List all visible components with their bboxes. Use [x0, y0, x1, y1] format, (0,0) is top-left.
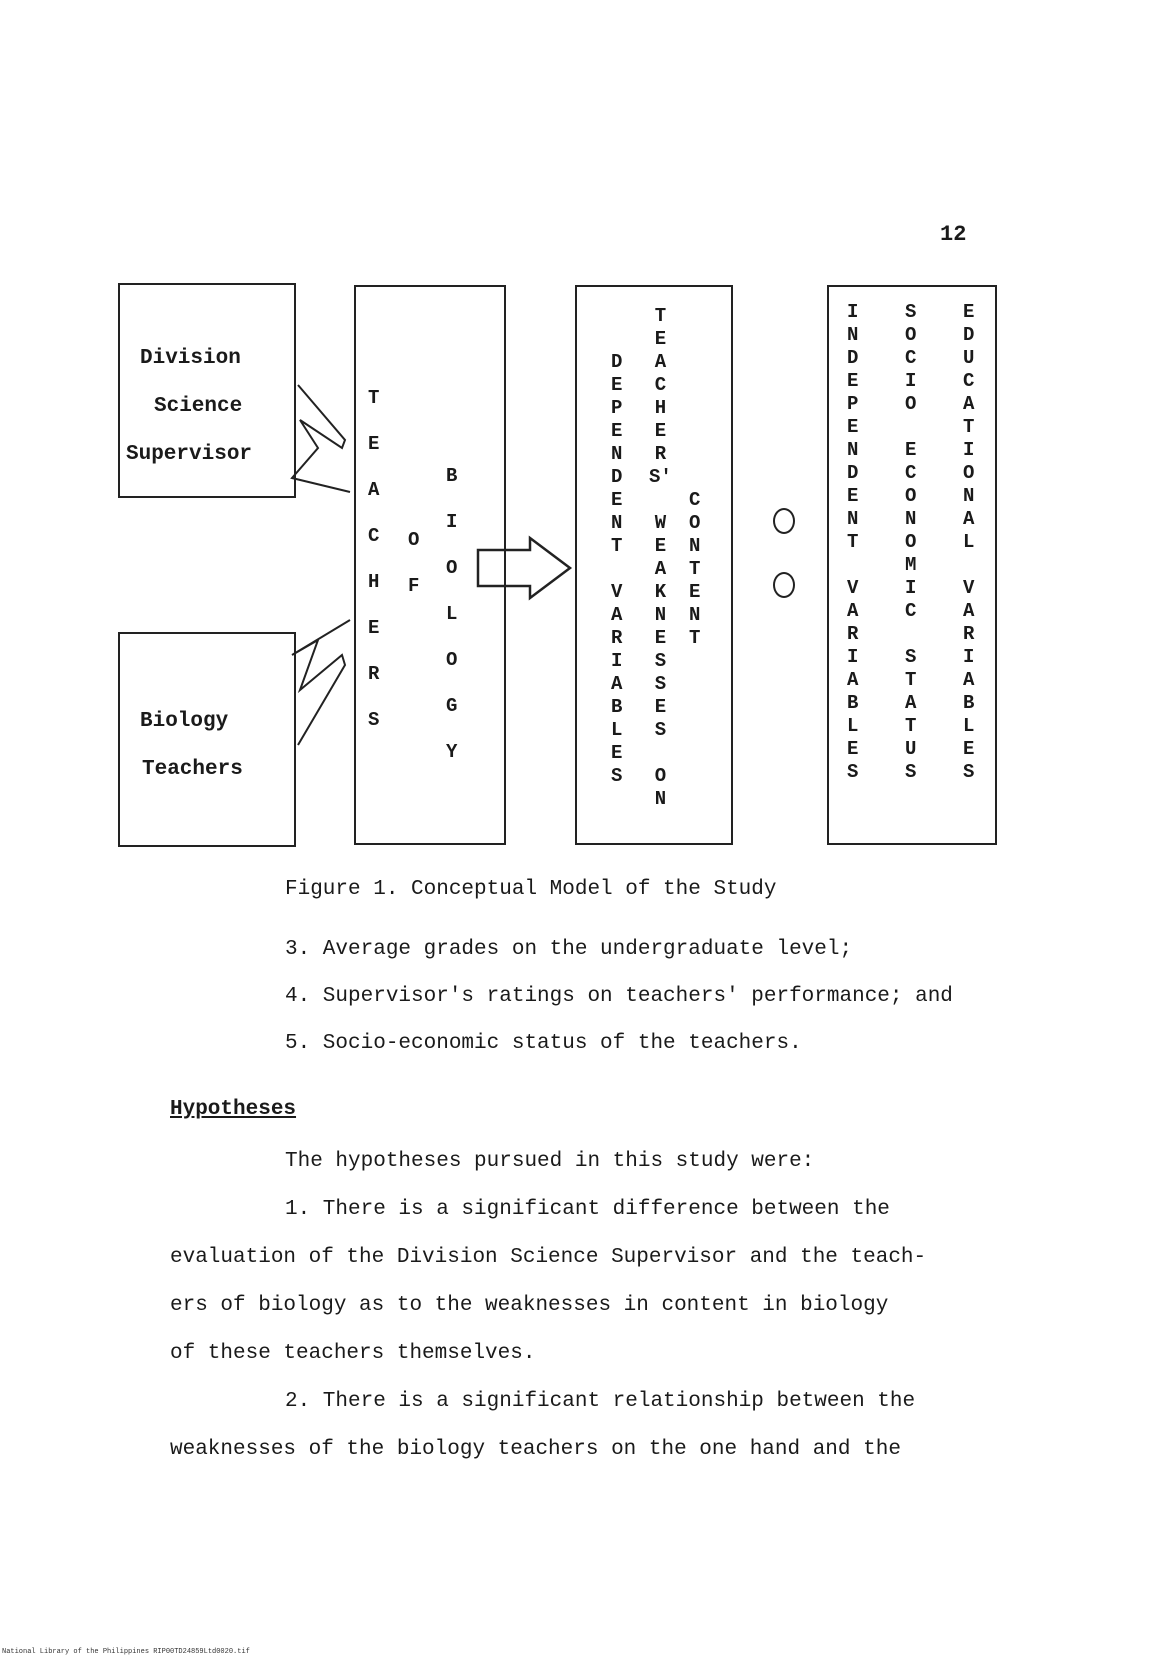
letter: N — [654, 604, 667, 626]
letter: E — [611, 420, 623, 442]
figure-caption: Figure 1. Conceptual Model of the Study — [285, 878, 777, 901]
letter: I — [847, 301, 859, 323]
letter: E — [654, 696, 667, 718]
letter: W — [654, 512, 667, 534]
letter: L — [446, 603, 458, 625]
letter: O — [905, 324, 917, 346]
list-item: 5. Socio-economic status of the teachers. — [285, 1032, 802, 1055]
letter: L — [963, 715, 975, 737]
letter: A — [847, 669, 859, 691]
box-label: Division — [140, 347, 241, 370]
dependent-variables-box — [575, 285, 733, 845]
letter: S — [368, 709, 380, 731]
letter: I — [963, 439, 975, 461]
letter: E — [963, 738, 975, 760]
letter: T — [611, 535, 623, 557]
letter: C — [368, 525, 380, 547]
letter: D — [611, 466, 623, 488]
paragraph-line: weaknesses of the biology teachers on the one hand and the — [170, 1438, 901, 1461]
letter: S — [654, 673, 667, 695]
letter: N — [847, 508, 859, 530]
paragraph-line: evaluation of the Division Science Supervisor and the teach- — [170, 1246, 927, 1269]
paragraph-line: The hypotheses pursued in this study were: — [285, 1150, 815, 1173]
letter: S — [905, 761, 917, 783]
letter: L — [963, 531, 975, 553]
letter: O — [963, 462, 975, 484]
letter: N — [611, 443, 623, 465]
letter: I — [847, 646, 859, 668]
letter: R — [368, 663, 380, 685]
letter: D — [847, 462, 859, 484]
letter: V — [963, 577, 975, 599]
letter: A — [963, 600, 975, 622]
teachers-of-biology-box — [354, 285, 506, 845]
letter: E — [689, 581, 701, 603]
letter: C — [654, 374, 667, 396]
letter: F — [408, 575, 420, 597]
letter: C — [689, 489, 701, 511]
letter: S — [654, 650, 667, 672]
letter: C — [905, 462, 917, 484]
letter: B — [611, 696, 623, 718]
letter: C — [905, 600, 917, 622]
letter: A — [611, 604, 623, 626]
independent-variables-box — [827, 285, 997, 845]
vertical-text-of — [408, 517, 419, 609]
page-number: 12 — [940, 222, 967, 247]
paragraph-line: ers of biology as to the weaknesses in content in biology — [170, 1294, 889, 1317]
letter: I — [611, 650, 623, 672]
vertical-text-teachers-weaknesses-on — [649, 305, 672, 811]
letter: T — [847, 531, 859, 553]
letter: I — [905, 577, 917, 599]
letter: S — [905, 646, 917, 668]
letter: O — [905, 485, 917, 507]
letter: L — [611, 719, 623, 741]
list-item: 4. Supervisor's ratings on teachers' performance; and — [285, 985, 953, 1008]
letter: E — [654, 535, 667, 557]
arrow-supervisor — [292, 385, 350, 492]
circle-mark — [773, 508, 795, 534]
letter: I — [963, 646, 975, 668]
letter: O — [408, 529, 420, 551]
vertical-text-independent-variables — [847, 301, 858, 784]
footer-text: National Library of the Philippines RIP00TD24859Ltd0020.tif — [2, 1648, 250, 1656]
letter: V — [611, 581, 623, 603]
letter: T — [368, 387, 380, 409]
letter: O — [905, 531, 917, 553]
letter: N — [689, 535, 701, 557]
letter: P — [611, 397, 623, 419]
letter: E — [611, 742, 623, 764]
letter: U — [905, 738, 917, 760]
letter: A — [847, 600, 859, 622]
letter: A — [654, 558, 667, 580]
letter: S — [905, 301, 917, 323]
vertical-text-content — [689, 489, 700, 650]
box-label: Teachers — [142, 758, 243, 781]
letter: E — [847, 370, 859, 392]
letter: N — [847, 439, 859, 461]
letter: S' — [649, 466, 672, 488]
list-item: 3. Average grades on the undergraduate level; — [285, 938, 853, 961]
circle-mark — [773, 572, 795, 598]
letter: V — [847, 577, 859, 599]
letter: S — [611, 765, 623, 787]
letter: T — [905, 715, 917, 737]
letter: A — [654, 351, 667, 373]
letter: M — [905, 554, 917, 576]
letter: E — [847, 738, 859, 760]
letter: O — [689, 512, 701, 534]
vertical-text-dependent-variables — [611, 351, 622, 788]
vertical-text-educational-variables — [963, 301, 974, 784]
letter: O — [905, 393, 917, 415]
letter: T — [689, 627, 701, 649]
letter: N — [963, 485, 975, 507]
letter: R — [847, 623, 859, 645]
letter: R — [611, 627, 623, 649]
vertical-text-teachers — [368, 375, 379, 743]
letter: B — [847, 692, 859, 714]
letter: U — [963, 347, 975, 369]
letter: A — [368, 479, 380, 501]
section-heading: Hypotheses — [170, 1098, 297, 1121]
paragraph-line: 1. There is a significant difference between the — [285, 1198, 890, 1221]
box-label: Supervisor — [126, 443, 253, 466]
letter: B — [963, 692, 975, 714]
letter: P — [847, 393, 859, 415]
letter: A — [905, 692, 917, 714]
letter: D — [847, 347, 859, 369]
letter: E — [654, 328, 667, 350]
vertical-text-socio-economic-status — [905, 301, 916, 784]
letter: B — [446, 465, 458, 487]
letter: H — [654, 397, 667, 419]
letter: E — [611, 489, 623, 511]
letter: S — [847, 761, 859, 783]
letter: E — [963, 301, 975, 323]
biology-teachers-box — [118, 632, 296, 847]
letter: D — [611, 351, 623, 373]
letter: D — [963, 324, 975, 346]
letter: K — [654, 581, 667, 603]
letter: E — [368, 617, 380, 639]
letter: S — [963, 761, 975, 783]
letter: E — [847, 485, 859, 507]
letter: N — [611, 512, 623, 534]
letter: N — [847, 324, 859, 346]
letter: E — [611, 374, 623, 396]
box-label: Science — [154, 395, 243, 418]
letter: G — [446, 695, 458, 717]
letter: T — [905, 669, 917, 691]
letter: Y — [446, 741, 458, 763]
letter: A — [963, 669, 975, 691]
letter: R — [654, 443, 667, 465]
letter: E — [847, 416, 859, 438]
letter: E — [368, 433, 380, 455]
letter: O — [654, 765, 667, 787]
paragraph-line: 2. There is a significant relationship between the — [285, 1390, 916, 1413]
division-science-supervisor-box — [118, 283, 296, 498]
vertical-text-biology — [446, 453, 457, 775]
letter: E — [654, 627, 667, 649]
letter: A — [963, 508, 975, 530]
letter: S — [654, 719, 667, 741]
letter: N — [654, 788, 667, 810]
letter: C — [963, 370, 975, 392]
letter: N — [905, 508, 917, 530]
letter: N — [689, 604, 701, 626]
letter: L — [847, 715, 859, 737]
letter: O — [446, 557, 458, 579]
arrow-teachers — [292, 620, 350, 745]
letter: A — [963, 393, 975, 415]
box-label: Biology — [140, 710, 229, 733]
letter: O — [446, 649, 458, 671]
letter: T — [689, 558, 701, 580]
letter: I — [905, 370, 917, 392]
paragraph-line: of these teachers themselves. — [170, 1342, 536, 1365]
letter: T — [654, 305, 667, 327]
letter: T — [963, 416, 975, 438]
letter: H — [368, 571, 380, 593]
letter: R — [963, 623, 975, 645]
letter: E — [654, 420, 667, 442]
letter: I — [446, 511, 458, 533]
letter: A — [611, 673, 623, 695]
letter: C — [905, 347, 917, 369]
letter: E — [905, 439, 917, 461]
